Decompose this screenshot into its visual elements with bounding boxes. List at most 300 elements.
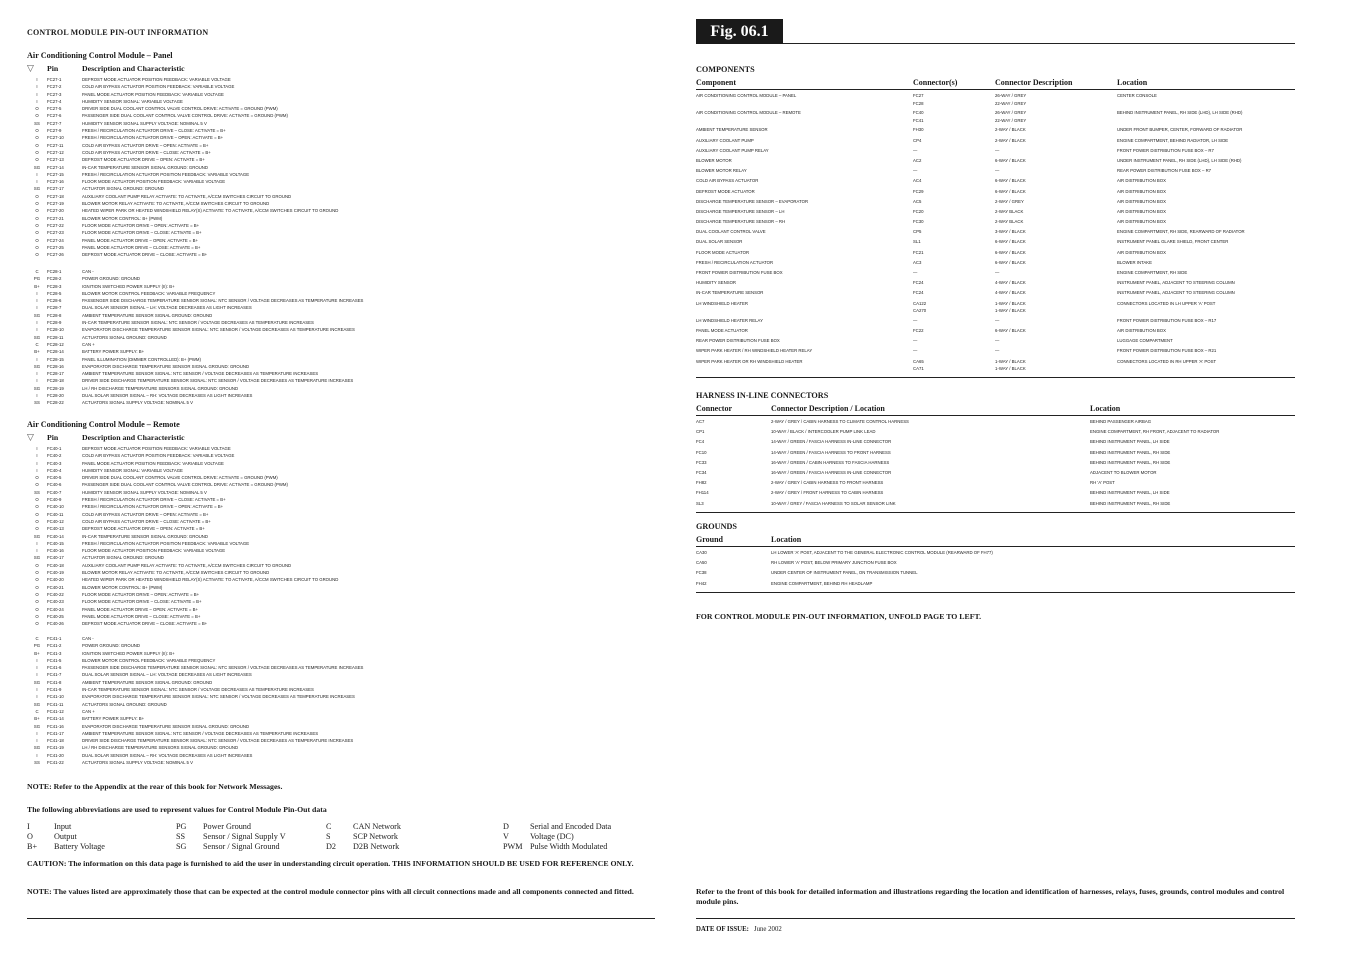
- table-cell: —: [995, 348, 1000, 354]
- pin-description: DRIVER SIDE DUAL COOLANT CONTROL VALVE CONTROL DRIVE: ACTIVATE = GROUND (PWM): [82, 106, 278, 112]
- table-row: [696, 327, 1295, 337]
- table-cell: AIR DISTRIBUTION BOX: [1117, 178, 1166, 184]
- table-cell: FC27 FC28: [913, 93, 924, 106]
- table-cell: FC4: [696, 439, 705, 445]
- pin-type: SG: [33, 363, 41, 369]
- table-cell: ENGINE COMPARTMENT, RH FRONT, ADJACENT TO RADIATOR: [1090, 429, 1220, 435]
- components-header-row: [696, 77, 1295, 89]
- abbreviation-code: S: [326, 832, 331, 841]
- pin-id: FC27-17: [47, 186, 64, 192]
- pin-id: FC40-20: [47, 577, 64, 583]
- pin-id: FC28-6: [47, 298, 62, 304]
- pin-type: O: [35, 606, 39, 612]
- table-cell: 1-WAY / BLACK 1-WAY / BLACK: [995, 300, 1026, 314]
- table-cell: BLOWER MOTOR RELAY: [696, 168, 747, 174]
- pin-row: [27, 164, 667, 171]
- pin-type: O: [35, 621, 39, 627]
- pin-id: FC40-1: [47, 446, 62, 451]
- pin-row: [27, 650, 667, 657]
- pin-row: [27, 598, 667, 605]
- table-cell: 2-WAY BLACK: [995, 219, 1024, 225]
- pin-row: [27, 142, 667, 149]
- pin-type: SG: [33, 186, 41, 192]
- pin-row: [27, 304, 667, 311]
- panel-column-header: [27, 64, 185, 74]
- table-cell: 6-WAY / BLACK: [995, 327, 1026, 333]
- table-cell: FC30: [913, 219, 924, 225]
- pin-description: AMBIENT TEMPERATURE SENSOR SIGNAL: NTC SENSOR / VOLTAGE DECREASES AS TEMPERATURE INCREASES: [82, 730, 319, 736]
- table-cell: DUAL SOLAR SENSOR: [696, 239, 743, 245]
- pin-id: FC41-3: [47, 650, 62, 656]
- pin-description: PANEL MODE ACTUATOR DRIVE – CLOSE: ACTIVATE = B+: [82, 244, 201, 250]
- pin-type: C: [35, 708, 39, 714]
- abbreviation-code: C: [326, 822, 332, 831]
- pin-type: I: [36, 77, 38, 82]
- refer-note: Refer to the front of this book for detailed information and illustrations regarding the location and identification of harnesses, relays, fuses, grounds, control modules and control module pins.: [696, 887, 1285, 906]
- pin-type: I: [36, 657, 38, 663]
- footer-rule-left: [27, 918, 655, 919]
- pin-row: [27, 554, 667, 561]
- pin-row: [27, 481, 667, 488]
- table-cell: DISCHARGE TEMPERATURE SENSOR – EVAPORATOR: [696, 198, 809, 204]
- table-end-rule: [696, 512, 1295, 513]
- pin-description: AUXILIARY COOLANT PUMP RELAY ACTIVATE: TO ACTIVATE, A/CCM SWITCHES CIRCUIT TO GROUND: [82, 193, 292, 199]
- abbreviation-code: SG: [176, 842, 187, 851]
- pin-type: I: [36, 171, 38, 177]
- table-cell: FC34: [696, 469, 707, 475]
- pin-description: POWER GROUND: GROUND: [82, 276, 141, 282]
- pin-row: [27, 193, 667, 200]
- table-cell: 2-WAY / GREY / CABIN HARNESS TO FRONT HARNESS: [771, 480, 884, 486]
- pin-id: FC40-15: [47, 540, 64, 546]
- pin-description: HUMIDITY SENSOR SIGNAL: VARIABLE VOLTAGE: [82, 467, 183, 473]
- pin-type: O: [35, 201, 39, 207]
- pin-id: FC40-6: [47, 482, 62, 488]
- pin-row: [27, 334, 667, 341]
- pin-type: C: [35, 636, 39, 641]
- pin-row: [27, 98, 667, 105]
- pin-type: I: [36, 540, 38, 546]
- pin-type: I: [36, 752, 38, 758]
- pin-id: FC40-25: [47, 613, 64, 619]
- column-header: Connector Description: [995, 78, 1073, 87]
- abbreviation-code: D: [503, 822, 509, 831]
- page-title: CONTROL MODULE PIN-OUT INFORMATION: [27, 28, 209, 37]
- panel-pin-list-1: [27, 76, 667, 258]
- table-cell: 2-WAY / BLACK: [995, 127, 1026, 133]
- pin-id: FC27-9: [47, 128, 62, 134]
- pin-id: FC40-13: [47, 526, 64, 532]
- table-cell: FRONT POWER DISTRIBUTION FUSE BOX – R21: [1117, 348, 1217, 354]
- table-rule: [696, 89, 1295, 90]
- table-row: [696, 489, 1295, 499]
- appendix-note: NOTE: Refer to the Appendix at the rear of this book for Network Messages.: [27, 782, 283, 791]
- table-cell: FC38: [696, 570, 707, 576]
- pin-description: EVAPORATOR DISCHARGE TEMPERATURE SENSOR SIGNAL GROUND: GROUND: [82, 723, 250, 729]
- pin-id: FC40-24: [47, 606, 64, 612]
- pin-row: [27, 363, 667, 370]
- pin-id: FC28-11: [47, 334, 64, 340]
- pin-row: [27, 105, 667, 112]
- pin-id: FC28-18: [47, 378, 64, 384]
- pin-description: FRESH / RECIRCULATION ACTUATOR DRIVE – OPEN: ACTIVATE = B+: [82, 135, 224, 141]
- abbreviation-code: I: [27, 822, 30, 831]
- table-cell: AUXILIARY COOLANT PUMP: [696, 137, 754, 143]
- pin-type: O: [35, 599, 39, 605]
- pin-type: I: [36, 453, 38, 459]
- pin-row: [27, 693, 667, 700]
- table-row: [696, 167, 1295, 177]
- pin-description: ACTUATORS SIGNAL GROUND: GROUND: [82, 701, 167, 707]
- pin-id: FC27-24: [47, 237, 64, 243]
- pin-type: SG: [33, 679, 41, 685]
- table-cell: 6-WAY / BLACK: [995, 188, 1026, 194]
- pin-type: SS: [34, 760, 40, 766]
- pin-description: COLD AIR BYPASS ACTUATOR POSITION FEEDBACK: VARIABLE VOLTAGE: [82, 84, 235, 90]
- table-row: [696, 259, 1295, 269]
- table-cell: ENGINE COMPARTMENT, RH SIDE: [1117, 270, 1188, 275]
- abbreviation-meaning: D2B Network: [353, 842, 400, 851]
- table-row: [696, 337, 1295, 347]
- table-row: [696, 469, 1295, 479]
- pin-description: ACTUATORS SIGNAL SUPPLY VOLTAGE: NOMINAL 5 V: [82, 760, 193, 766]
- pin-description: BLOWER MOTOR CONTROL: B+ (PWM): [82, 584, 163, 590]
- table-cell: WIPER PARK HEATER / RH WINDSHIELD HEATER RELAY: [696, 348, 813, 354]
- table-cell: BEHIND PASSENGER AIRBAG: [1090, 419, 1152, 424]
- pin-description: COLD AIR BYPASS ACTUATOR POSITION FEEDBACK: VARIABLE VOLTAGE: [82, 453, 235, 459]
- pin-id: FC28-8: [47, 312, 62, 318]
- table-row: [696, 249, 1295, 259]
- abbreviation-meaning: Input: [54, 822, 72, 831]
- pin-type: I: [36, 298, 38, 304]
- pin-id: FC40-10: [47, 504, 64, 510]
- pin-row: [27, 185, 667, 192]
- pin-type: O: [35, 518, 39, 524]
- table-row: [696, 449, 1295, 459]
- table-row: [696, 317, 1295, 327]
- table-cell: —: [995, 168, 1000, 174]
- unfold-note: FOR CONTROL MODULE PIN-OUT INFORMATION, UNFOLD PAGE TO LEFT.: [696, 612, 982, 621]
- pin-id: FC27-25: [47, 244, 64, 250]
- table-cell: 14-WAY / GREEN / FASCIA HARNESS TO FRONT HARNESS: [771, 449, 891, 455]
- pin-id: FC27-13: [47, 157, 64, 163]
- pin-type: O: [35, 613, 39, 619]
- footer-rule-right: [696, 918, 1295, 919]
- pin-row: [27, 76, 667, 83]
- pin-row: [27, 251, 667, 258]
- table-row: [696, 289, 1295, 299]
- table-cell: REAR POWER DISTRIBUTION FUSE BOX: [696, 338, 780, 344]
- pin-type: B+: [34, 283, 40, 289]
- pin-description: PANEL MODE ACTUATOR POSITION FEEDBACK: VARIABLE VOLTAGE: [82, 460, 224, 466]
- table-cell: 16-WAY / GREEN / FASCIA HARNESS IN-LINE CONNECTOR: [771, 469, 892, 475]
- table-cell: ENGINE COMPARTMENT, BEHIND RADIATOR, LH SIDE: [1117, 137, 1229, 143]
- table-cell: AC7: [696, 419, 705, 424]
- table-cell: BEHIND INSTRUMENT PANEL, RH SIDE: [1090, 459, 1171, 465]
- pin-type: I: [36, 665, 38, 671]
- pin-id: FC40-9: [47, 497, 62, 503]
- values-note: NOTE: The values listed are approximately those that can be expected at the control module connector pins with all circuit connections made and all components connected and fitted.: [27, 887, 634, 896]
- pin-row: [27, 547, 667, 554]
- table-cell: CA122 CA270: [913, 300, 927, 314]
- table-cell: 4-WAY / BLACK: [995, 290, 1026, 296]
- table-row: [696, 300, 1295, 317]
- pin-description: DEFROST MODE ACTUATOR DRIVE – CLOSE: ACTIVATE = B+: [82, 621, 208, 627]
- pin-id: FC28-14: [47, 349, 64, 355]
- pin-description: PASSENGER SIDE DUAL COOLANT CONTROL VALVE CONTROL DRIVE: ACTIVATE = GROUND (PWM): [82, 482, 288, 488]
- pin-description: COLD AIR BYPASS ACTUATOR DRIVE – CLOSE: ACTIVATE = B+: [82, 149, 211, 155]
- pin-type: O: [35, 128, 39, 134]
- pin-type: SG: [33, 312, 41, 318]
- pin-type: O: [35, 591, 39, 597]
- grounds-table: [696, 534, 1295, 593]
- pin-type: O: [35, 584, 39, 590]
- panel-section-title: Air Conditioning Control Module – Panel: [27, 51, 173, 60]
- table-cell: UNDER CENTER OF INSTRUMENT PANEL, ON TRANSMISSION TUNNEL: [771, 570, 918, 576]
- table-cell: —: [995, 338, 1000, 344]
- pin-row: [27, 244, 667, 251]
- pin-row: [27, 752, 667, 759]
- pin-id: FC28-20: [47, 393, 64, 399]
- pin-row: [27, 525, 667, 532]
- table-cell: CONNECTORS LOCATED IN LH UPPER 'A' POST: [1117, 300, 1216, 306]
- pin-type: SS: [34, 120, 40, 126]
- pin-type: O: [35, 526, 39, 532]
- pin-type: B+: [34, 349, 40, 355]
- table-row: [696, 347, 1295, 357]
- pin-id: FC28-19: [47, 385, 64, 391]
- table-cell: LH LOWER 'A' POST, ADJACENT TO THE GENERAL ELECTRONIC CONTROL MODULE (REARWARD OF FH77): [771, 550, 993, 555]
- pin-description: PASSENGER SIDE DISCHARGE TEMPERATURE SENSOR SIGNAL: NTC SENSOR / VOLTAGE DECREASES AS TEMPERATURE INCREASES: [82, 665, 364, 671]
- pin-description: HEATED WIPER PARK OR HEATED WINDSHIELD RELAY(S) ACTIVATE: TO ACTIVATE, A/CCM SWITCHES CIRCUIT TO GROUND: [82, 577, 339, 583]
- table-cell: BEHIND INSTRUMENT PANEL, LH SIDE: [1090, 490, 1170, 496]
- pin-description: IGNITION SWITCHED POWER SUPPLY (II): B+: [82, 283, 175, 289]
- pin-row: [27, 385, 667, 392]
- pin-row: [27, 679, 667, 686]
- pin-description: CAN -: [82, 636, 94, 641]
- pin-id: FC40-2: [47, 453, 62, 459]
- pin-type: I: [36, 290, 38, 296]
- pin-description: DEFROST MODE ACTUATOR DRIVE – OPEN: ACTIVATE = B+: [82, 526, 205, 532]
- caution-note: CAUTION: The information on this data page is furnished to aid the user in understanding circuit operation. THIS INFORMATION SHOULD BE USED FOR REFERENCE ONLY.: [27, 859, 634, 868]
- table-cell: —: [995, 270, 1000, 275]
- abbreviation-meaning: Pulse Width Modulated: [530, 842, 608, 851]
- pin-type: I: [36, 378, 38, 384]
- table-cell: FC10: [696, 449, 707, 455]
- abbreviation-row: [27, 832, 630, 842]
- table-cell: —: [913, 338, 918, 344]
- table-row: [696, 157, 1295, 167]
- pin-description: EVAPORATOR DISCHARGE TEMPERATURE SENSOR SIGNAL: NTC SENSOR / VOLTAGE DECREASES AS TEMPERATURE INCREASES: [82, 327, 355, 333]
- pin-row: [27, 540, 667, 547]
- pin-id: FC28-2: [47, 276, 62, 282]
- table-cell: FRESH / RECIRCULATION ACTUATOR: [696, 259, 774, 265]
- pin-description: DEFROST MODE ACTUATOR DRIVE – OPEN: ACTIVATE = B+: [82, 157, 205, 163]
- remote-section-title: Air Conditioning Control Module – Remote: [27, 420, 180, 429]
- table-cell: PANEL MODE ACTUATOR: [696, 327, 748, 333]
- panel-pin-list-2: [27, 268, 667, 407]
- pin-row: [27, 744, 667, 751]
- pin-row: [27, 723, 667, 730]
- pin-row: [27, 635, 667, 642]
- pin-id: FC28-12: [47, 341, 64, 347]
- abbreviation-meaning: Power Ground: [203, 822, 251, 831]
- table-cell: SL1: [913, 239, 921, 245]
- pin-id: FC27-1: [47, 77, 62, 82]
- table-cell: 6-WAY / BLACK: [995, 239, 1026, 245]
- table-row: [696, 177, 1295, 187]
- pin-row: [27, 207, 667, 214]
- pin-row: [27, 759, 667, 766]
- pin-type: C: [35, 269, 39, 274]
- pin-id: FC41-19: [47, 745, 64, 751]
- table-cell: CA65 CA71: [913, 358, 924, 372]
- table-row: [696, 580, 1295, 590]
- pin-row: [27, 377, 667, 384]
- pin-description: ACTUATORS SIGNAL GROUND: GROUND: [82, 334, 167, 340]
- pin-description: ACTUATORS SIGNAL SUPPLY VOLTAGE: NOMINAL 5 V: [82, 400, 193, 406]
- table-cell: BEHIND INSTRUMENT PANEL, RH SIDE (LHD), LH SIDE (RHD): [1117, 110, 1243, 116]
- pin-id: FC28-1: [47, 269, 62, 274]
- pin-description: FLOOR MODE ACTUATOR DRIVE – CLOSE: ACTIVATE = B+: [82, 230, 202, 236]
- table-cell: 6-WAY / BLACK: [995, 249, 1026, 255]
- pin-id: FC40-26: [47, 621, 64, 627]
- table-cell: HUMIDITY SENSOR: [696, 280, 737, 286]
- pin-row: [27, 664, 667, 671]
- pin-description: PANEL MODE ACTUATOR POSITION FEEDBACK: VARIABLE VOLTAGE: [82, 91, 224, 97]
- table-cell: FH42: [696, 580, 707, 586]
- components-title: COMPONENTS: [696, 65, 755, 74]
- pin-row: [27, 215, 667, 222]
- table-cell: FH82: [696, 480, 707, 486]
- pin-description: COLD AIR BYPASS ACTUATOR DRIVE – OPEN: ACTIVATE = B+: [82, 142, 209, 148]
- description-column-label: Description and Characteristic: [82, 64, 185, 73]
- abbreviation-meaning: Voltage (DC): [530, 832, 574, 841]
- pin-description: CAN -: [82, 269, 94, 274]
- pin-type: I: [36, 327, 38, 333]
- pin-description: FLOOR MODE ACTUATOR DRIVE – OPEN: ACTIVATE = B+: [82, 222, 200, 228]
- pin-type: I: [36, 179, 38, 185]
- pin-id: FC41-20: [47, 752, 64, 758]
- pin-type: SG: [33, 745, 41, 751]
- pin-description: FRESH / RECIRCULATION ACTUATOR DRIVE – CLOSE: ACTIVATE = B+: [82, 497, 226, 503]
- pin-row: [27, 200, 667, 207]
- pin-description: ACTUATOR SIGNAL GROUND: GROUND: [82, 555, 164, 561]
- pin-row: [27, 708, 667, 715]
- pin-description: PANEL MODE ACTUATOR DRIVE – CLOSE: ACTIVATE = B+: [82, 613, 201, 619]
- table-cell: 26-WAY / GREY 22-WAY / GREY: [995, 93, 1027, 106]
- pin-type: O: [35, 157, 39, 163]
- pin-description: DUAL SOLAR SENSOR SIGNAL – LH: VOLTAGE DECREASES AS LIGHT INCREASES: [82, 672, 252, 678]
- table-cell: CENTER CONSOLE: [1117, 93, 1157, 98]
- pin-row: [27, 445, 667, 452]
- table-cell: BEHIND INSTRUMENT PANEL, RH SIDE: [1090, 500, 1171, 506]
- pin-id: FC27-16: [47, 179, 64, 185]
- abbreviation-row: [27, 822, 630, 832]
- abbreviation-code: SS: [176, 832, 186, 841]
- abbreviation-meaning: CAN Network: [353, 822, 401, 831]
- pin-type: SG: [33, 723, 41, 729]
- table-cell: 6-WAY / BLACK: [995, 157, 1026, 163]
- pin-description: LH / RH DISCHARGE TEMPERATURE SENSORS SIGNAL GROUND: GROUND: [82, 385, 239, 391]
- pin-type: SG: [33, 334, 41, 340]
- table-cell: AIR CONDITIONING CONTROL MODULE – REMOTE: [696, 110, 801, 116]
- table-row: [696, 358, 1295, 375]
- pin-type: I: [36, 356, 38, 362]
- pin-row: [27, 467, 667, 474]
- pin-row: [27, 730, 667, 737]
- table-cell: LH WINDSHIELD HEATER RELAY: [696, 317, 763, 323]
- pin-type: B+: [34, 650, 40, 656]
- pin-row: [27, 283, 667, 290]
- table-cell: 2-WAY / GREY / CABIN HARNESS TO CLIMATE CONTROL HARNESS: [771, 419, 909, 424]
- table-row: [696, 137, 1295, 147]
- pin-type: O: [35, 113, 39, 119]
- pin-row: [27, 474, 667, 481]
- pin-id: FC41-8: [47, 679, 62, 685]
- pin-type: I: [36, 305, 38, 311]
- pin-id: FC41-7: [47, 672, 62, 678]
- table-cell: DEFROST MODE ACTUATOR: [696, 188, 755, 194]
- pin-id: FC27-3: [47, 91, 62, 97]
- pin-description: BLOWER MOTOR CONTROL: B+ (PWM): [82, 215, 163, 221]
- pin-id: FC41-2: [47, 643, 62, 649]
- table-cell: UNDER INSTRUMENT PANEL, RH SIDE (LHD), LH SIDE (RHD): [1117, 157, 1242, 163]
- table-row: [696, 126, 1295, 136]
- pin-id: FC28-22: [47, 400, 64, 406]
- pin-row: [27, 178, 667, 185]
- pin-description: AUXILIARY COOLANT PUMP RELAY ACTIVATE: TO ACTIVATE, A/CCM SWITCHES CIRCUIT TO GROUND: [82, 562, 292, 568]
- pin-type: SG: [33, 385, 41, 391]
- abbreviation-code: PWM: [503, 842, 523, 851]
- pin-type: O: [35, 193, 39, 199]
- table-cell: RH 'A' POST: [1090, 480, 1115, 486]
- pin-id: FC27-5: [47, 106, 62, 112]
- table-cell: 14-WAY / GREEN / FASCIA HARNESS IN-LINE CONNECTOR: [771, 439, 892, 445]
- pin-row: [27, 134, 667, 141]
- pin-row: [27, 290, 667, 297]
- table-cell: FRONT POWER DISTRIBUTION FUSE BOX: [696, 270, 783, 275]
- table-cell: 26-WAY / GREY 22-WAY / GREY: [995, 110, 1027, 123]
- pin-description: FLOOR MODE ACTUATOR DRIVE – CLOSE: ACTIVATE = B+: [82, 599, 202, 605]
- table-row: [696, 279, 1295, 289]
- table-cell: —: [913, 147, 918, 153]
- table-row: [696, 218, 1295, 228]
- grounds-title: GROUNDS: [696, 522, 737, 531]
- table-cell: AC3: [913, 259, 922, 265]
- pin-description: COLD AIR BYPASS ACTUATOR DRIVE – OPEN: ACTIVATE = B+: [82, 511, 209, 517]
- date-label: DATE OF ISSUE:: [696, 926, 749, 933]
- table-cell: FC29: [913, 188, 924, 194]
- table-cell: 1-WAY / BLACK 1-WAY / BLACK: [995, 358, 1026, 372]
- pin-row: [27, 642, 667, 649]
- table-cell: 2-WAY / GREY: [995, 198, 1024, 204]
- table-cell: BEHIND INSTRUMENT PANEL, RH SIDE: [1090, 449, 1171, 455]
- abbreviation-row: [27, 842, 630, 852]
- table-rule: [696, 415, 1295, 416]
- pin-description: POWER GROUND: GROUND: [82, 643, 141, 649]
- triangle-icon: ▽: [27, 433, 34, 443]
- table-cell: FC21: [913, 249, 924, 255]
- table-row: [696, 198, 1295, 208]
- pin-id: FC27-10: [47, 135, 64, 141]
- table-cell: LH WINDSHIELD HEATER: [696, 300, 748, 306]
- pin-row: [27, 297, 667, 304]
- pin-type: O: [35, 244, 39, 250]
- date-of-issue: [696, 925, 782, 935]
- pin-type: SG: [33, 164, 41, 170]
- pin-id: FC27-14: [47, 164, 64, 170]
